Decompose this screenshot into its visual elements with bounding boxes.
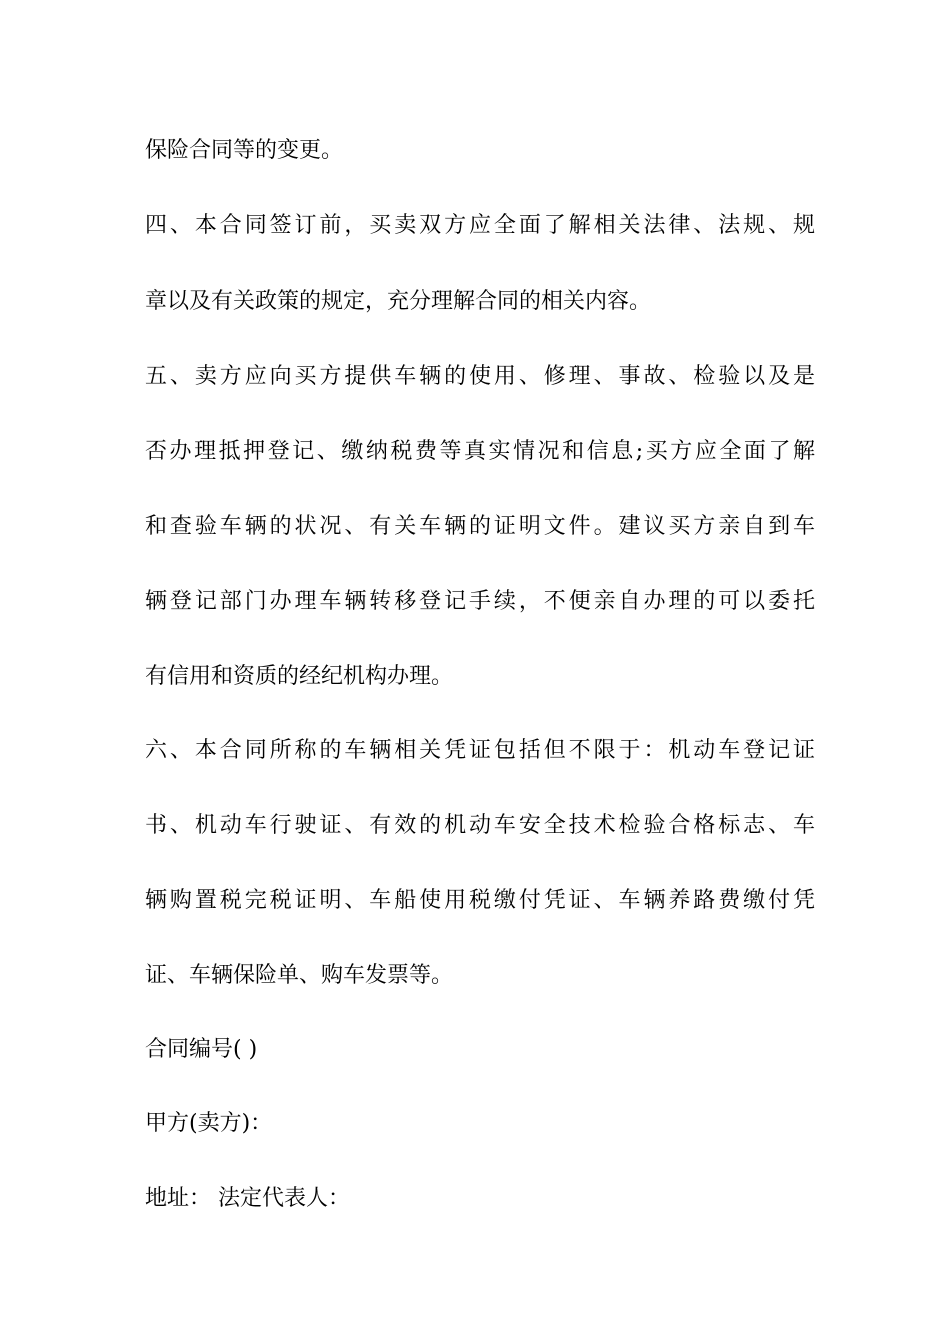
text-line-4: 五、卖方应向买方提供车辆的使用、修理、事故、检验以及是 xyxy=(145,364,815,389)
text-line-7: 辆登记部门办理车辆转移登记手续，不便亲自办理的可以委托 xyxy=(145,589,815,614)
text-line-11: 辆购置税完税证明、车船使用税缴付凭证、车辆养路费缴付凭 xyxy=(145,888,815,913)
contract-number-line: 合同编号( ) xyxy=(145,1037,258,1062)
text-line-2: 四、本合同签订前，买卖双方应全面了解相关法律、法规、规 xyxy=(145,213,815,238)
address-representative-line: 地址： 法定代表人： xyxy=(145,1186,350,1211)
text-line-10: 书、机动车行驶证、有效的机动车安全技术检验合格标志、车 xyxy=(145,813,815,838)
text-line-9: 六、本合同所称的车辆相关凭证包括但不限于：机动车登记证 xyxy=(145,738,815,763)
text-line-12: 证、车辆保险单、购车发票等。 xyxy=(145,963,454,988)
text-line-6: 和查验车辆的状况、有关车辆的证明文件。建议买方亲自到车 xyxy=(145,514,815,539)
text-line-3: 章以及有关政策的规定，充分理解合同的相关内容。 xyxy=(145,289,652,314)
text-line-8: 有信用和资质的经纪机构办理。 xyxy=(145,664,454,689)
text-line-1: 保险合同等的变更。 xyxy=(145,138,344,163)
text-line-5: 否办理抵押登记、缴纳税费等真实情况和信息;买方应全面了解 xyxy=(145,439,815,464)
party-a-seller-line: 甲方(卖方)： xyxy=(145,1111,273,1136)
